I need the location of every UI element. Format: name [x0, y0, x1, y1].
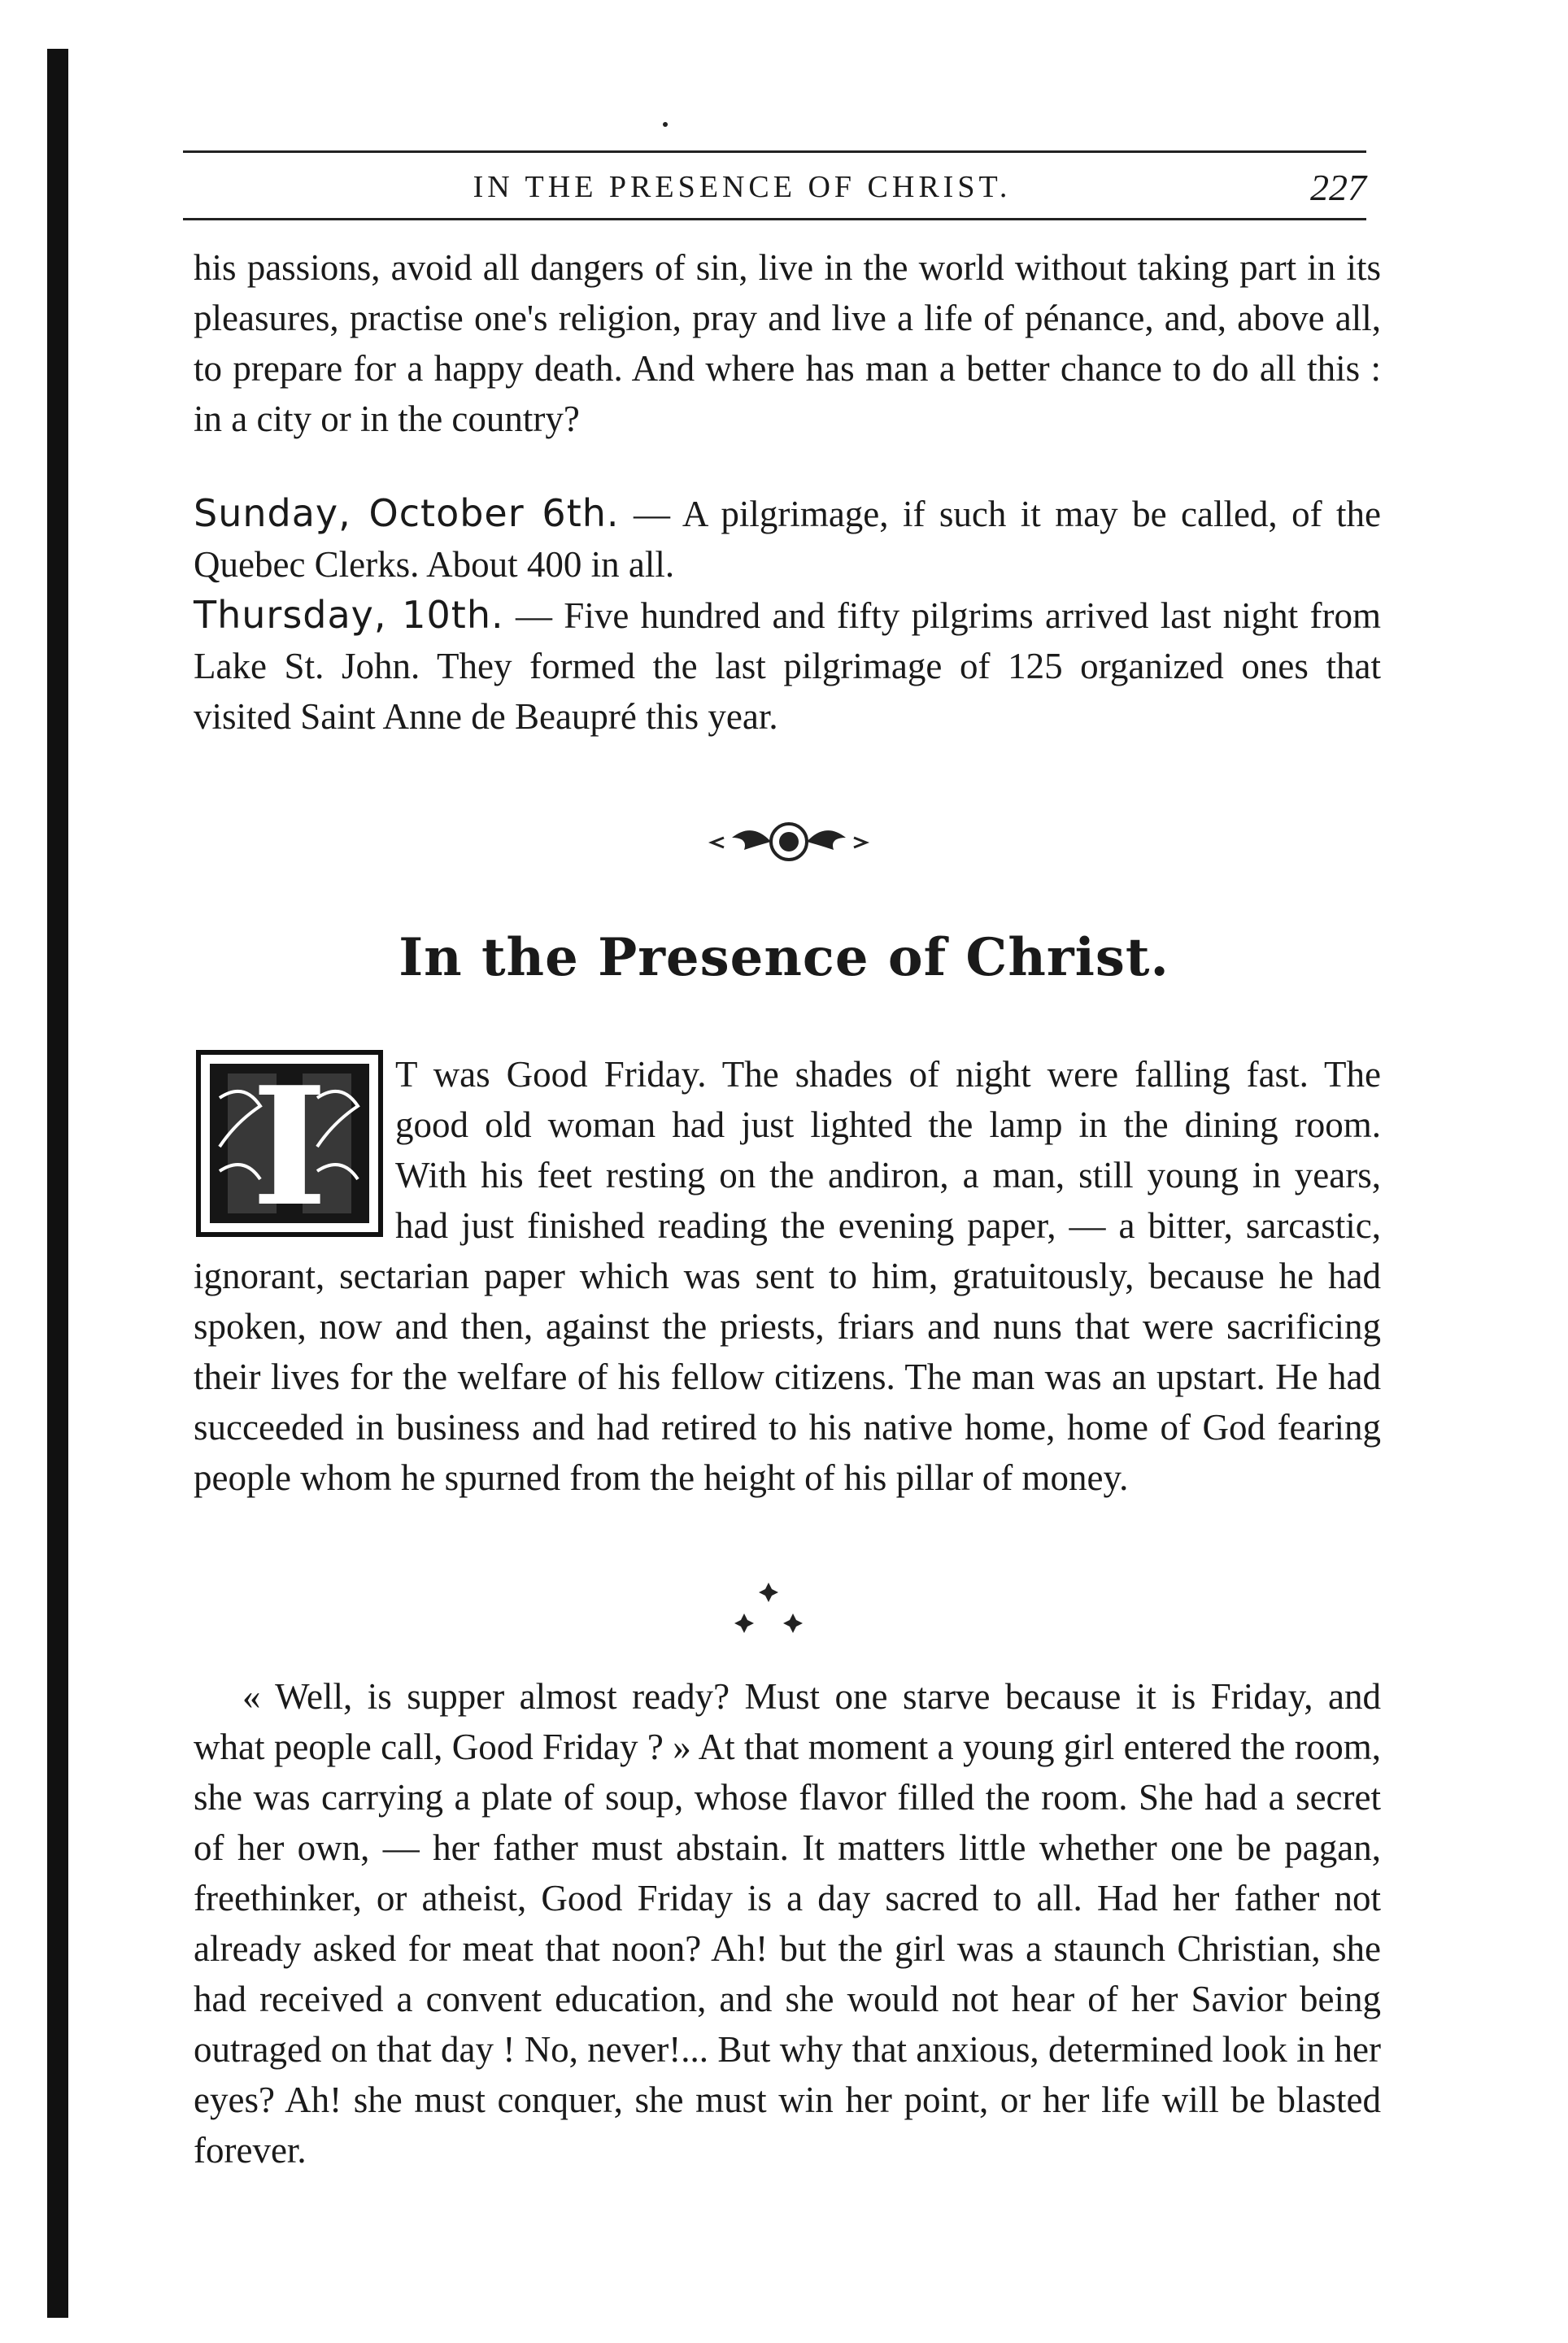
story-text: T was Good Friday. The shades of night were falling fast. The good old woman had just lighted the lamp in the dining room. With his feet resting on the andiron, a man, still young in years, had just finished reading the evening paper, — a bitter, sarcastic, ignorant, sectarian paper which was sent to him, gratuitously, because he had spoken, now and then, against the priests, friars and nuns that were sacrificing their lives for the welfare of his fellow citizens. The man was an upstart. He had succeeded in business and had retired to his native home, home of God fearing people whom he spurned from the height of his pillar of money. [194, 1054, 1381, 1498]
second-story-paragraph [194, 1671, 1381, 2175]
entry-text: — A pilgrimage, if such it may be called, of the Quebec Clerks. About 400 in all. [194, 494, 1381, 585]
entry-date: Thursday, 10th. [194, 593, 504, 637]
drop-cap-letter: I [251, 1052, 328, 1238]
entry-date: Sunday, October 6th. [194, 491, 620, 535]
article-title: In the Presence of Christ. [399, 927, 1169, 988]
entry-sunday [194, 488, 1381, 590]
entry-thursday [194, 590, 1381, 742]
running-header [183, 150, 1366, 220]
first-story-paragraph [194, 1049, 1381, 1503]
running-title: IN THE PRESENCE OF CHRIST. [473, 170, 1012, 204]
floral-ornament-icon [708, 813, 870, 870]
page-number: 227 [1310, 167, 1366, 208]
diary-entries [194, 488, 1381, 742]
continued-paragraph: his passions, avoid all dangers of sin, live in the world without taking part in its pleasures, practise one's religion, pray and live a life of pénance, and, above all, to prepare for a happy death. And where has man a better chance to do all this : in a city or in the country? [194, 247, 1381, 439]
asterism-icon [724, 1578, 813, 1643]
ink-speck [663, 122, 668, 127]
story-paragraph-2: « Well, is supper almost ready? Must one starve because it is Friday, and what people call, Good Friday ? » At that moment a young girl entered the room, she was carrying a plate of soup, whose flavor filled the room. She had a secret of her own, — her father must abstain. It matters little whether one be pagan, freethinker, or atheist, Good Friday is a day sacred to all. Had her father not already asked for meat that noon? Ah! but the girl was a staunch Christian, she had received a convent education, and she would not hear of her Savior being outraged on that day ! No, never!... But why that anxious, determined look in her eyes? Ah! she must conquer, she must win her point, or her life will be blasted forever. [194, 1676, 1381, 2171]
entry-text: — Five hundred and fifty pilgrims arrived last night from Lake St. John. They formed the last pilgrimage of 125 organized ones that visited Saint Anne de Beaupré this year. [194, 595, 1381, 737]
binding-edge [47, 49, 68, 2318]
story-paragraph-1 [194, 1049, 1381, 1503]
drop-cap-spacer [194, 1049, 395, 1241]
